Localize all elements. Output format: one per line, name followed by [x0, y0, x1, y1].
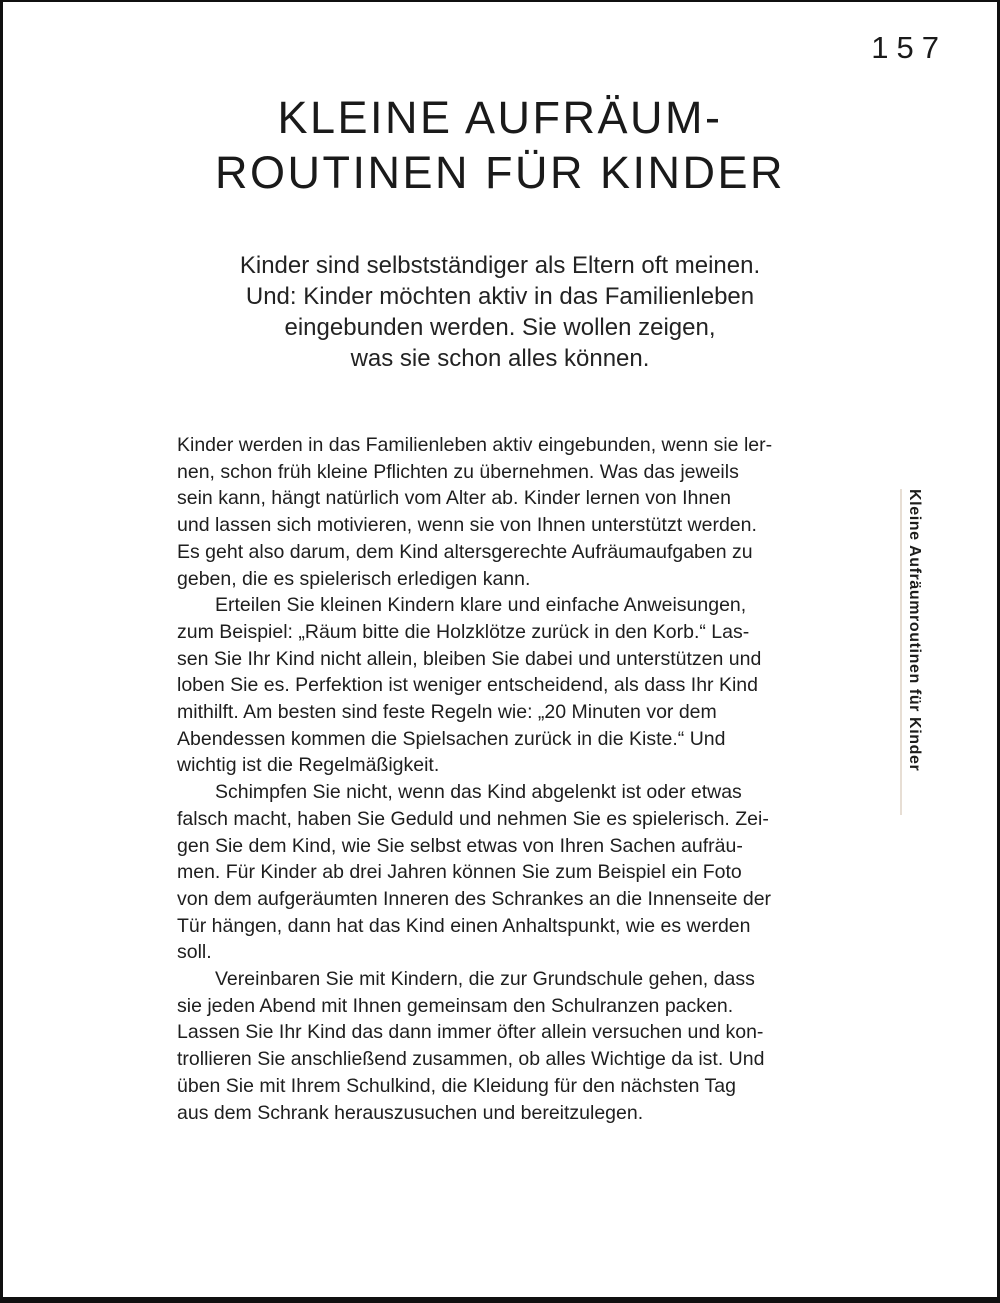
text-line: Tür hängen, dann hat das Kind einen Anhaltspunkt, wie es werden [177, 914, 751, 937]
intro-line: Und: Kinder möchten aktiv in das Familienleben [245, 283, 755, 310]
text-line: Kinder werden in das Familienleben aktiv eingebunden, wenn sie ler- [177, 434, 773, 456]
text-line: soll. [177, 941, 212, 964]
paragraph-2 [177, 592, 847, 779]
page-number: 157 [871, 30, 947, 65]
text-line: trollieren Sie anschließend zusammen, ob alles Wichtige da ist. Und [177, 1048, 765, 1071]
text-line: Schimpfen Sie nicht, wenn das Kind abgelenkt ist oder etwas [215, 781, 742, 804]
paragraph-4 [177, 966, 847, 1126]
paragraph-3 [177, 779, 847, 966]
text-line: von dem aufgeräumten Inneren des Schrankes an die Innenseite der [177, 887, 772, 910]
text-line: mithilft. Am besten sind feste Regeln wie: „20 Minuten vor dem [177, 701, 717, 724]
text-line: wichtig ist die Regelmäßigkeit. [177, 754, 440, 777]
text-line: Lassen Sie Ihr Kind das dann immer öfter allein versuchen und kon- [177, 1021, 764, 1044]
text-line: geben, die es spielerisch erledigen kann. [177, 567, 531, 590]
margin-caption: Kleine Aufräumroutinen für Kinder [900, 489, 923, 815]
text-line: zum Beispiel: „Räum bitte die Holzklötze zurück in den Korb.“ Las- [177, 620, 750, 643]
text-line: Es geht also darum, dem Kind altersgerechte Aufräumaufgaben zu [177, 540, 753, 563]
text-line: Abendessen kommen die Spielsachen zurück in die Kiste.“ Und [177, 727, 726, 750]
text-line: Vereinbaren Sie mit Kindern, die zur Grundschule gehen, dass [215, 968, 755, 991]
text-line: gen Sie dem Kind, wie Sie selbst etwas von Ihren Sachen aufräu- [177, 834, 743, 857]
chapter-intro [3, 250, 997, 374]
text-line: sein kann, hängt natürlich vom Alter ab. Kinder lernen von Ihnen [177, 487, 731, 510]
intro-line: Kinder sind selbstständiger als Eltern oft meinen. [239, 252, 761, 279]
text-line: aus dem Schrank herauszusuchen und bereitzulegen. [177, 1101, 644, 1124]
text-line: und lassen sich motivieren, wenn sie von Ihnen unterstützt werden. [177, 514, 757, 537]
text-line: men. Für Kinder ab drei Jahren können Sie zum Beispiel ein Foto [177, 861, 742, 884]
text-line: falsch macht, haben Sie Geduld und nehmen Sie es spielerisch. Zei- [177, 807, 769, 830]
paragraph-1 [177, 432, 847, 592]
text-line: loben Sie es. Perfektion ist weniger entscheidend, als dass Ihr Kind [177, 674, 759, 697]
text-line: nen, schon früh kleine Pflichten zu übernehmen. Was das jeweils [177, 460, 739, 483]
chapter-title-line-2: ROUTINEN FÜR KINDER [214, 147, 785, 198]
intro-line: eingebunden werden. Sie wollen zeigen, [284, 314, 716, 341]
chapter-title [3, 90, 997, 200]
text-line: sie jeden Abend mit Ihnen gemeinsam den Schulranzen packen. [177, 994, 734, 1017]
intro-line: was sie schon alles können. [350, 345, 650, 372]
body-text [177, 432, 847, 1126]
text-line: üben Sie mit Ihrem Schulkind, die Kleidung für den nächsten Tag [177, 1074, 736, 1097]
chapter-title-line-1: KLEINE AUFRÄUM- [277, 92, 723, 143]
text-line: Erteilen Sie kleinen Kindern klare und einfache Anweisungen, [215, 594, 747, 617]
text-line: sen Sie Ihr Kind nicht allein, bleiben Sie dabei und unterstützen und [177, 647, 762, 670]
